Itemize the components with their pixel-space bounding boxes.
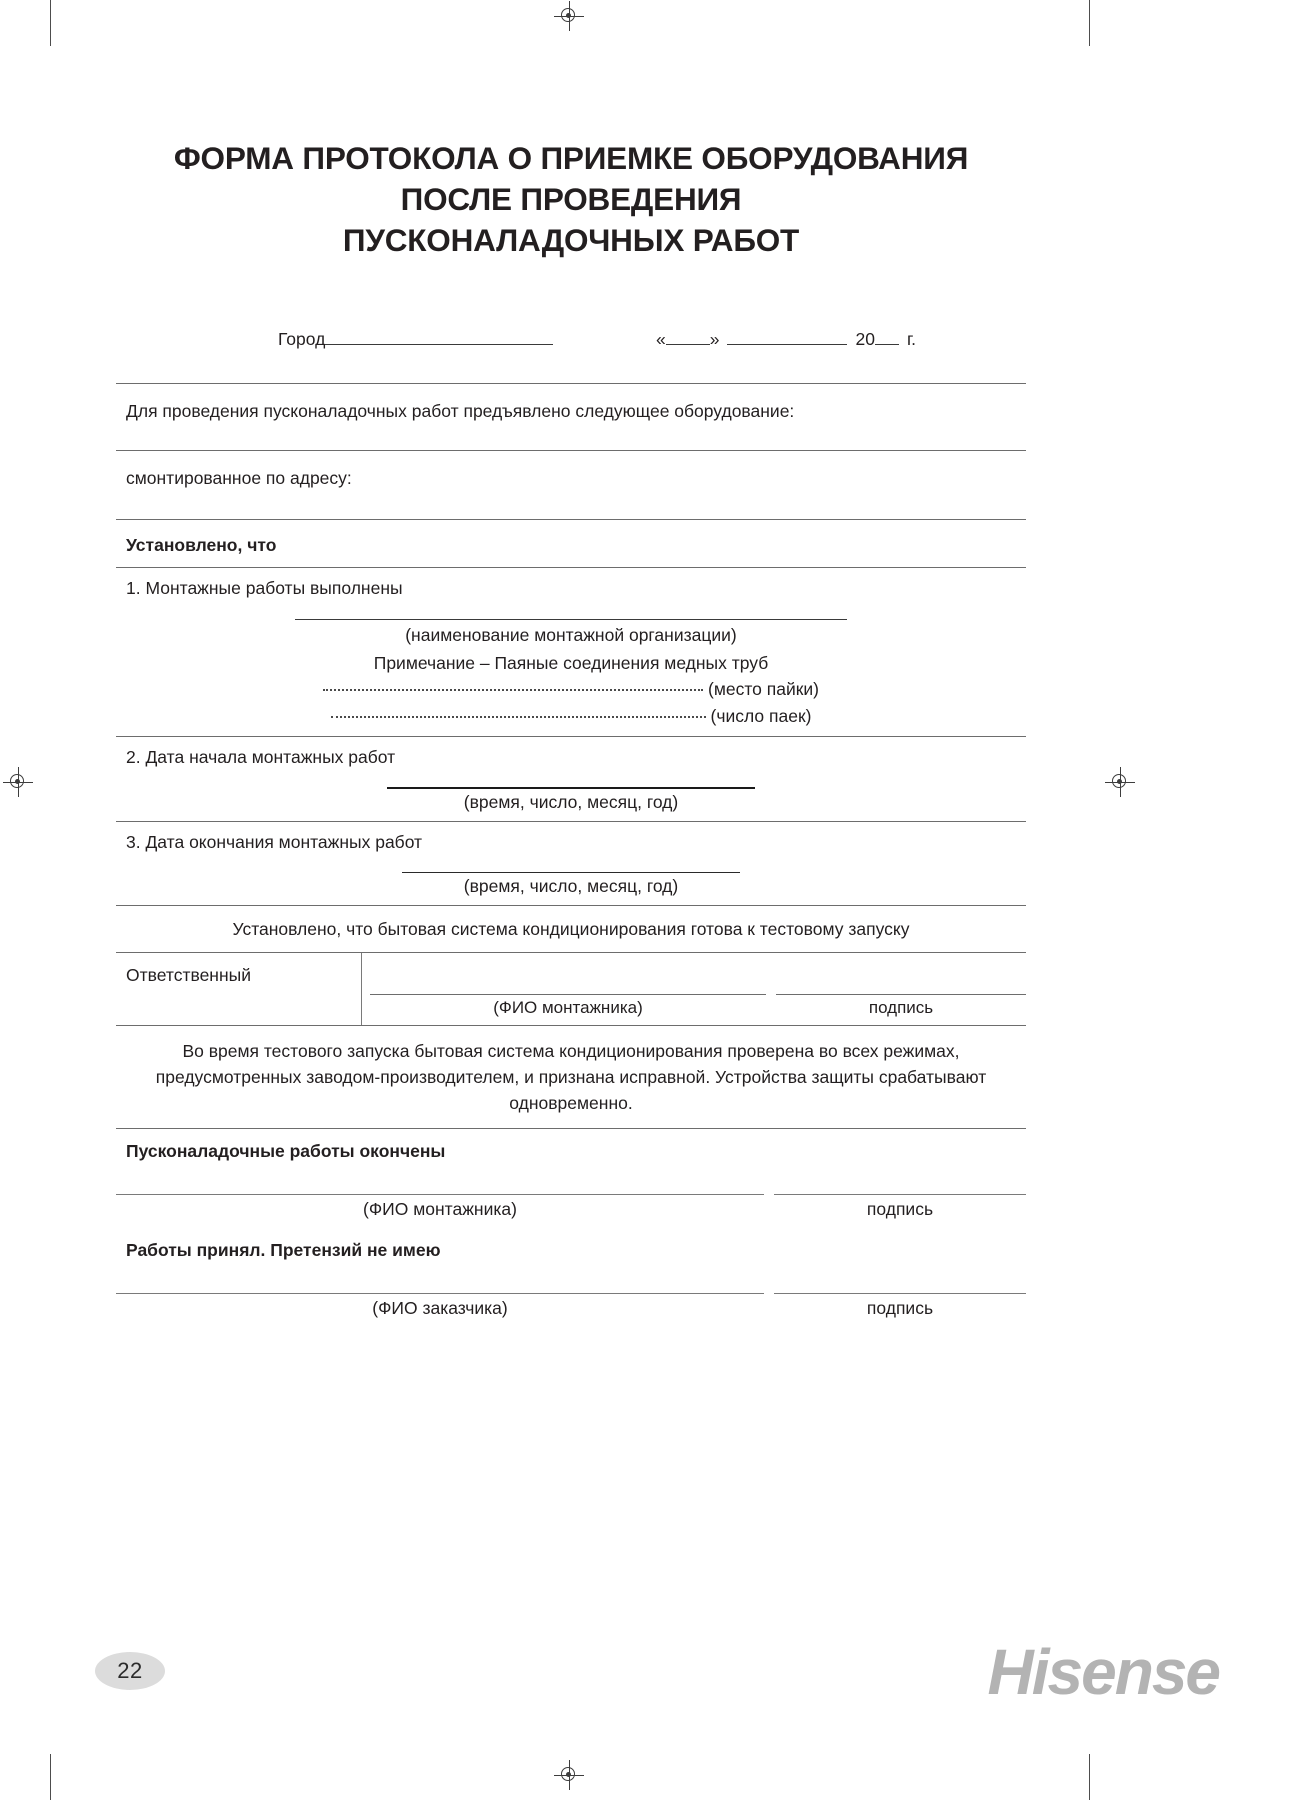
registration-mark-top	[554, 1, 584, 31]
accepted-signature-cell	[774, 1293, 1026, 1327]
item-1-lead: 1. Монтажные работы выполнены	[126, 578, 403, 598]
city-label: Город	[278, 329, 326, 349]
established-row	[116, 520, 1026, 567]
page-title-line-1: ФОРМА ПРОТОКОЛА О ПРИЕМКЕ ОБОРУДОВАНИЯ	[173, 140, 969, 176]
date-field-group	[656, 329, 916, 350]
responsible-fio-caption: (ФИО монтажника)	[493, 998, 643, 1017]
commissioning-fio-cell	[116, 1194, 764, 1228]
page-title-line-3: ПУСКОНАЛАДОЧНЫХ РАБОТ	[342, 222, 800, 258]
responsible-table-row	[116, 953, 1026, 1025]
date-month-blank[interactable]	[727, 344, 847, 345]
equipment-intro-text: Для проведения пусконаладочных работ предъявлено следующее оборудование:	[126, 401, 795, 421]
item-1-block	[116, 568, 1026, 736]
commissioning-signature-row	[116, 1168, 1026, 1228]
responsible-signature-cell	[776, 960, 1026, 1025]
responsible-fio-cell	[370, 960, 766, 1025]
crop-mark-top-left	[50, 0, 51, 46]
item-3-caption: (время, число, месяц, год)	[463, 876, 679, 896]
registration-mark-left	[3, 767, 33, 797]
address-row	[116, 451, 1026, 519]
item-1-note: Примечание – Паяные соединения медных труб	[373, 653, 769, 673]
item-1-organization-caption: (наименование монтажной организации)	[405, 625, 737, 645]
solder-place-dotted-blank[interactable]	[323, 689, 703, 691]
date-year-suffix: г.	[906, 329, 917, 349]
item-2-caption: (время, число, месяц, год)	[463, 792, 679, 812]
responsible-label: Ответственный	[116, 953, 362, 1025]
page-title	[116, 110, 1026, 261]
accepted-signature-caption: подпись	[866, 1298, 934, 1318]
page-number-badge: 22	[95, 1652, 165, 1690]
registration-mark-bottom	[554, 1760, 584, 1790]
item-3-lead: 3. Дата окончания монтажных работ	[126, 832, 423, 852]
solder-place-caption: (место пайки)	[708, 679, 819, 699]
equipment-row	[116, 384, 1026, 450]
accepted-fio-cell	[116, 1293, 764, 1327]
date-year-blank[interactable]	[875, 344, 899, 345]
address-label: смонтированное по адресу:	[126, 468, 352, 488]
established-header: Установлено, что	[126, 535, 277, 555]
accepted-signature-row	[116, 1267, 1026, 1327]
commissioning-fio-caption: (ФИО монтажника)	[363, 1199, 517, 1219]
crop-mark-top-right	[1089, 0, 1090, 46]
city-date-row	[116, 329, 1026, 383]
test-paragraph: Во время тестового запуска бытовая система кондиционирования проверена во всех режимах, предусмотренных заводом-производителем, и признана исправной. Устройства защиты срабатывают одновременно.	[155, 1041, 987, 1113]
crop-mark-bottom-right	[1089, 1754, 1090, 1800]
date-quote-open: «	[656, 329, 666, 349]
page-title-line-2: ПОСЛЕ ПРОВЕДЕНИЯ	[400, 181, 742, 217]
commissioning-signature-cell	[774, 1194, 1026, 1228]
solder-count-dotted-blank[interactable]	[331, 716, 706, 718]
ready-note: Установлено, что бытовая система кондиционирования готова к тестовому запуску	[232, 919, 910, 939]
crop-mark-bottom-left	[50, 1754, 51, 1800]
date-day-blank[interactable]	[666, 344, 710, 345]
page-footer	[0, 1630, 1307, 1720]
registration-mark-right	[1105, 767, 1135, 797]
city-field-group	[278, 329, 553, 350]
hisense-logo: Hisense	[987, 1636, 1219, 1708]
item-1-solder-count-row	[116, 703, 1026, 730]
responsible-signature-area	[362, 953, 1026, 1025]
accepted-header: Работы принял. Претензий не имею	[126, 1240, 441, 1260]
accepted-fio-caption: (ФИО заказчика)	[372, 1298, 508, 1318]
date-quote-close: »	[709, 329, 720, 349]
city-input-blank[interactable]	[325, 344, 553, 345]
commissioning-done-header: Пусконаладочные работы окончены	[126, 1141, 446, 1161]
document-page	[116, 110, 1026, 1327]
item-2-block	[116, 737, 1026, 821]
item-1-solder-place-row	[116, 676, 1026, 703]
responsible-signature-caption: подпись	[868, 998, 934, 1017]
commissioning-signature-caption: подпись	[866, 1199, 934, 1219]
item-2-lead: 2. Дата начала монтажных работ	[126, 747, 396, 767]
item-3-block	[116, 822, 1026, 905]
solder-count-caption: (число паек)	[710, 706, 812, 726]
date-year-prefix: 20	[855, 329, 875, 349]
